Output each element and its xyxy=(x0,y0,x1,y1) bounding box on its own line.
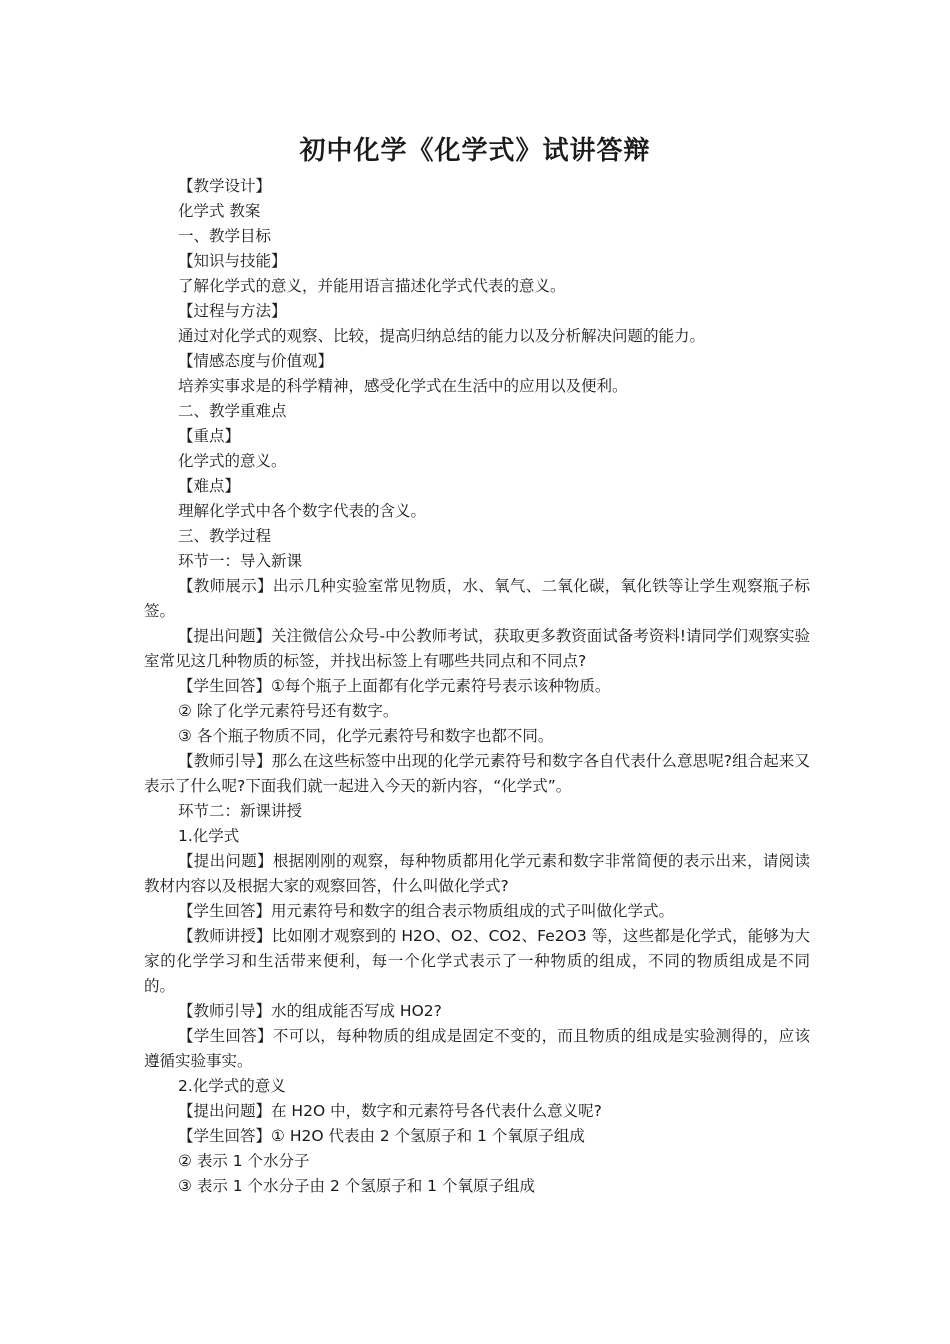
paragraph: 培养实事求是的科学精神，感受化学式在生活中的应用以及便利。 xyxy=(178,377,628,395)
subsection-heading: 2.化学式的意义 xyxy=(178,1077,286,1095)
paragraph: 【教师引导】水的组成能否写成 HO2? xyxy=(178,1002,442,1020)
subheading-knowledge: 【知识与技能】 xyxy=(178,252,287,270)
stage-heading-2: 环节二：新课讲授 xyxy=(178,802,303,820)
list-item: ② 除了化学元素符号还有数字。 xyxy=(178,702,399,720)
section-heading-goals: 一、教学目标 xyxy=(178,227,272,245)
paragraph: 【提出问题】根据刚刚的观察，每种物质都用化学元素和数字非常简便的表示出来，请阅读教材内容以及根据大家的观察回答，什么叫做化学式? xyxy=(144,852,810,895)
paragraph: 【学生回答】①每个瓶子上面都有化学元素符号表示该种物质。 xyxy=(178,677,611,695)
paragraph: 了解化学式的意义，并能用语言描述化学式代表的意义。 xyxy=(178,277,566,295)
lesson-plan-label: 化学式 教案 xyxy=(178,202,261,220)
paragraph: 【学生回答】① H2O 代表由 2 个氢原子和 1 个氧原子组成 xyxy=(178,1127,585,1145)
paragraph: 【学生回答】用元素符号和数字的组合表示物质组成的式子叫做化学式。 xyxy=(178,902,675,920)
list-item: ③ 各个瓶子物质不同，化学元素符号和数字也都不同。 xyxy=(178,727,554,745)
stage-heading-1: 环节一：导入新课 xyxy=(178,552,303,570)
paragraph: 【提出问题】关注微信公众号-中公教师考试，获取更多教资面试备考资料!请同学们观察实验室常见这几种物质的标签，并找出标签上有哪些共同点和不同点? xyxy=(144,627,810,670)
subsection-heading: 1.化学式 xyxy=(178,827,240,845)
subheading-process: 【过程与方法】 xyxy=(178,302,287,320)
paragraph: 化学式的意义。 xyxy=(178,452,287,470)
paragraph: 通过对化学式的观察、比较，提高归纳总结的能力以及分析解决问题的能力。 xyxy=(178,327,706,345)
section-heading-key-points: 二、教学重难点 xyxy=(178,402,287,420)
list-item: ② 表示 1 个水分子 xyxy=(178,1152,310,1170)
section-heading-design: 【教学设计】 xyxy=(178,177,272,195)
document-body xyxy=(144,174,810,1199)
subheading-difficulty: 【难点】 xyxy=(178,477,241,495)
paragraph: 【学生回答】不可以，每种物质的组成是固定不变的，而且物质的组成是实验测得的，应该遵循实验事实。 xyxy=(144,1027,810,1070)
section-heading-process: 三、教学过程 xyxy=(178,527,272,545)
paragraph: 【教师引导】那么在这些标签中出现的化学元素符号和数字各自代表什么意思呢?组合起来又表示了什么呢?下面我们就一起进入今天的新内容，“化学式”。 xyxy=(144,752,810,795)
list-item: ③ 表示 1 个水分子由 2 个氢原子和 1 个氧原子组成 xyxy=(178,1177,535,1195)
paragraph: 【教师展示】出示几种实验室常见物质，水、氧气、二氧化碳，氧化铁等让学生观察瓶子标签。 xyxy=(144,577,810,620)
document-title: 初中化学《化学式》试讲答辩 xyxy=(299,136,651,166)
subheading-focus: 【重点】 xyxy=(178,427,241,445)
paragraph: 【教师讲授】比如刚才观察到的 H2O、O2、CO2、Fe2O3 等，这些都是化学式，能够为大家的化学学习和生活带来便利，每一个化学式表示了一种物质的组成，不同的物质组成是不同的。 xyxy=(144,927,810,995)
paragraph: 【提出问题】在 H2O 中，数字和元素符号各代表什么意义呢? xyxy=(178,1102,602,1120)
paragraph: 理解化学式中各个数字代表的含义。 xyxy=(178,502,427,520)
subheading-attitude: 【情感态度与价值观】 xyxy=(178,352,334,370)
